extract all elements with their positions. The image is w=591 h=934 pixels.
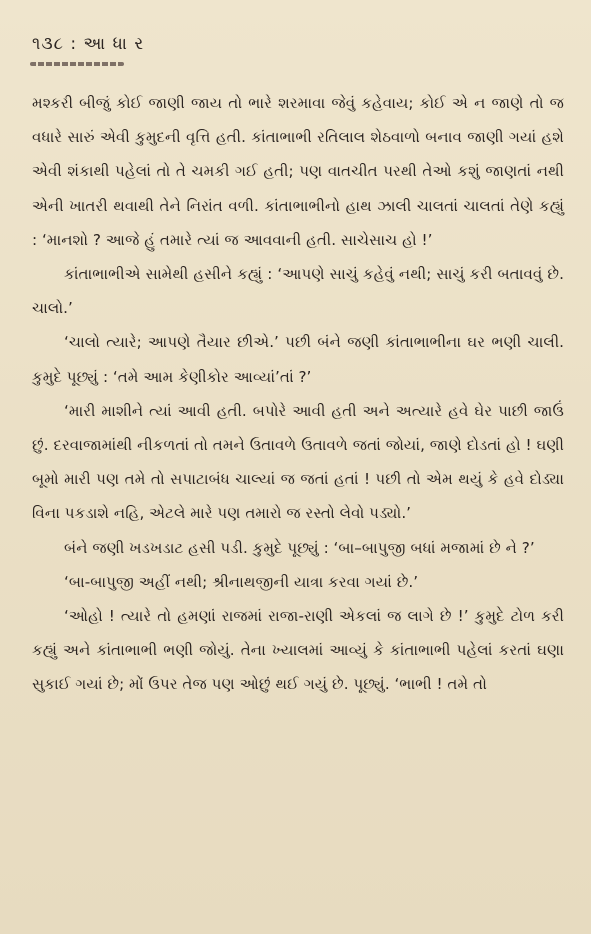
- page-body-text: [32, 86, 564, 702]
- header-decorative-rule: [30, 62, 124, 66]
- paragraph: કાંતાભાભીએ સામેથી હસીને કહ્યું : ‘આપણે સાચું કહેવું નથી; સાચું કરી બતાવવું છે. ચાલો.’: [32, 265, 564, 318]
- paragraph: બંને જણી ખડખડાટ હસી પડી. કુમુદે પૂછ્યું : ‘બા–બાપુજી બધાં મજામાં છે ને ?’: [64, 538, 535, 557]
- paragraph: મશ્કરી બીજું કોઈ જાણી જાય તો ભારે શરમાવા જેવું કહેવાય; કોઈ એ ન જાણે તો જ વધારે સારું એવી કુમુદની વૃત્તિ હતી. કાંતાભાભી રતિલાલ શેઠવાળો બનાવ જાણી ગયાં હશે એવી શંકાથી પહેલાં તો તે ચમકી ગઈ હતી; પણ વાતચીત પરથી તેઓ કશું જાણતાં નથી એની ખાતરી થવાથી તેને નિરાંત વળી. કાંતાભાભીનો હાથ ઝાલી ચાલતાં ચાલતાં તેણે કહ્યું : ‘માનશો ? આજે હું તમારે ત્યાં જ આવવાની હતી. સાચેસાચ હો !’: [32, 94, 564, 249]
- page-header: ૧૩૮ : આ ધા ર: [32, 34, 145, 54]
- paragraph: ‘ઓહો ! ત્યારે તો હમણાં રાજમાં રાજા-રાણી એકલાં જ લાગે છે !’ કુમુદે ટોળ કરી કહ્યું અને કાંતાભાભી ભણી જોયું. તેના ખ્યાલમાં આવ્યું કે કાંતાભાભી પહેલાં કરતાં ઘણા સુકાઈ ગયાં છે; મોં ઉપર તેજ પણ ઓછું થઈ ગયું છે. પૂછ્યું. ‘ભાભી ! તમે તો: [32, 607, 564, 694]
- paragraph: ‘બા-બાપુજી અહીં નથી; શ્રીનાથજીની યાત્રા કરવા ગયાં છે.’: [64, 572, 419, 591]
- paragraph: ‘ચાલો ત્યારે; આપણે તૈયાર છીએ.’ પછી બંને જણી કાંતાભાભીના ઘર ભણી ચાલી. કુમુદે પૂછ્યું : ‘તમે આમ કેણીકોર આવ્યાં’તાં ?’: [32, 333, 564, 386]
- paragraph: ‘મારી માશીને ત્યાં આવી હતી. બપોરે આવી હતી અને અત્યારે હવે ઘેર પાછી જાઉં છું. દરવાજામાંથી નીકળતાં તો તમને ઉતાવળે ઉતાવળે જતાં જોયાં, જાણે દોડતાં હો ! ઘણી બૂમો મારી પણ તમે તો સપાટાબંધ ચાલ્યાં જ જતાં હતાં ! પછી તો એમ થયું કે હવે દોડ્યા વિના પકડાશે નહિ, એટલે મારે પણ તમારો જ રસ્તો લેવો પડ્યો.’: [32, 401, 564, 523]
